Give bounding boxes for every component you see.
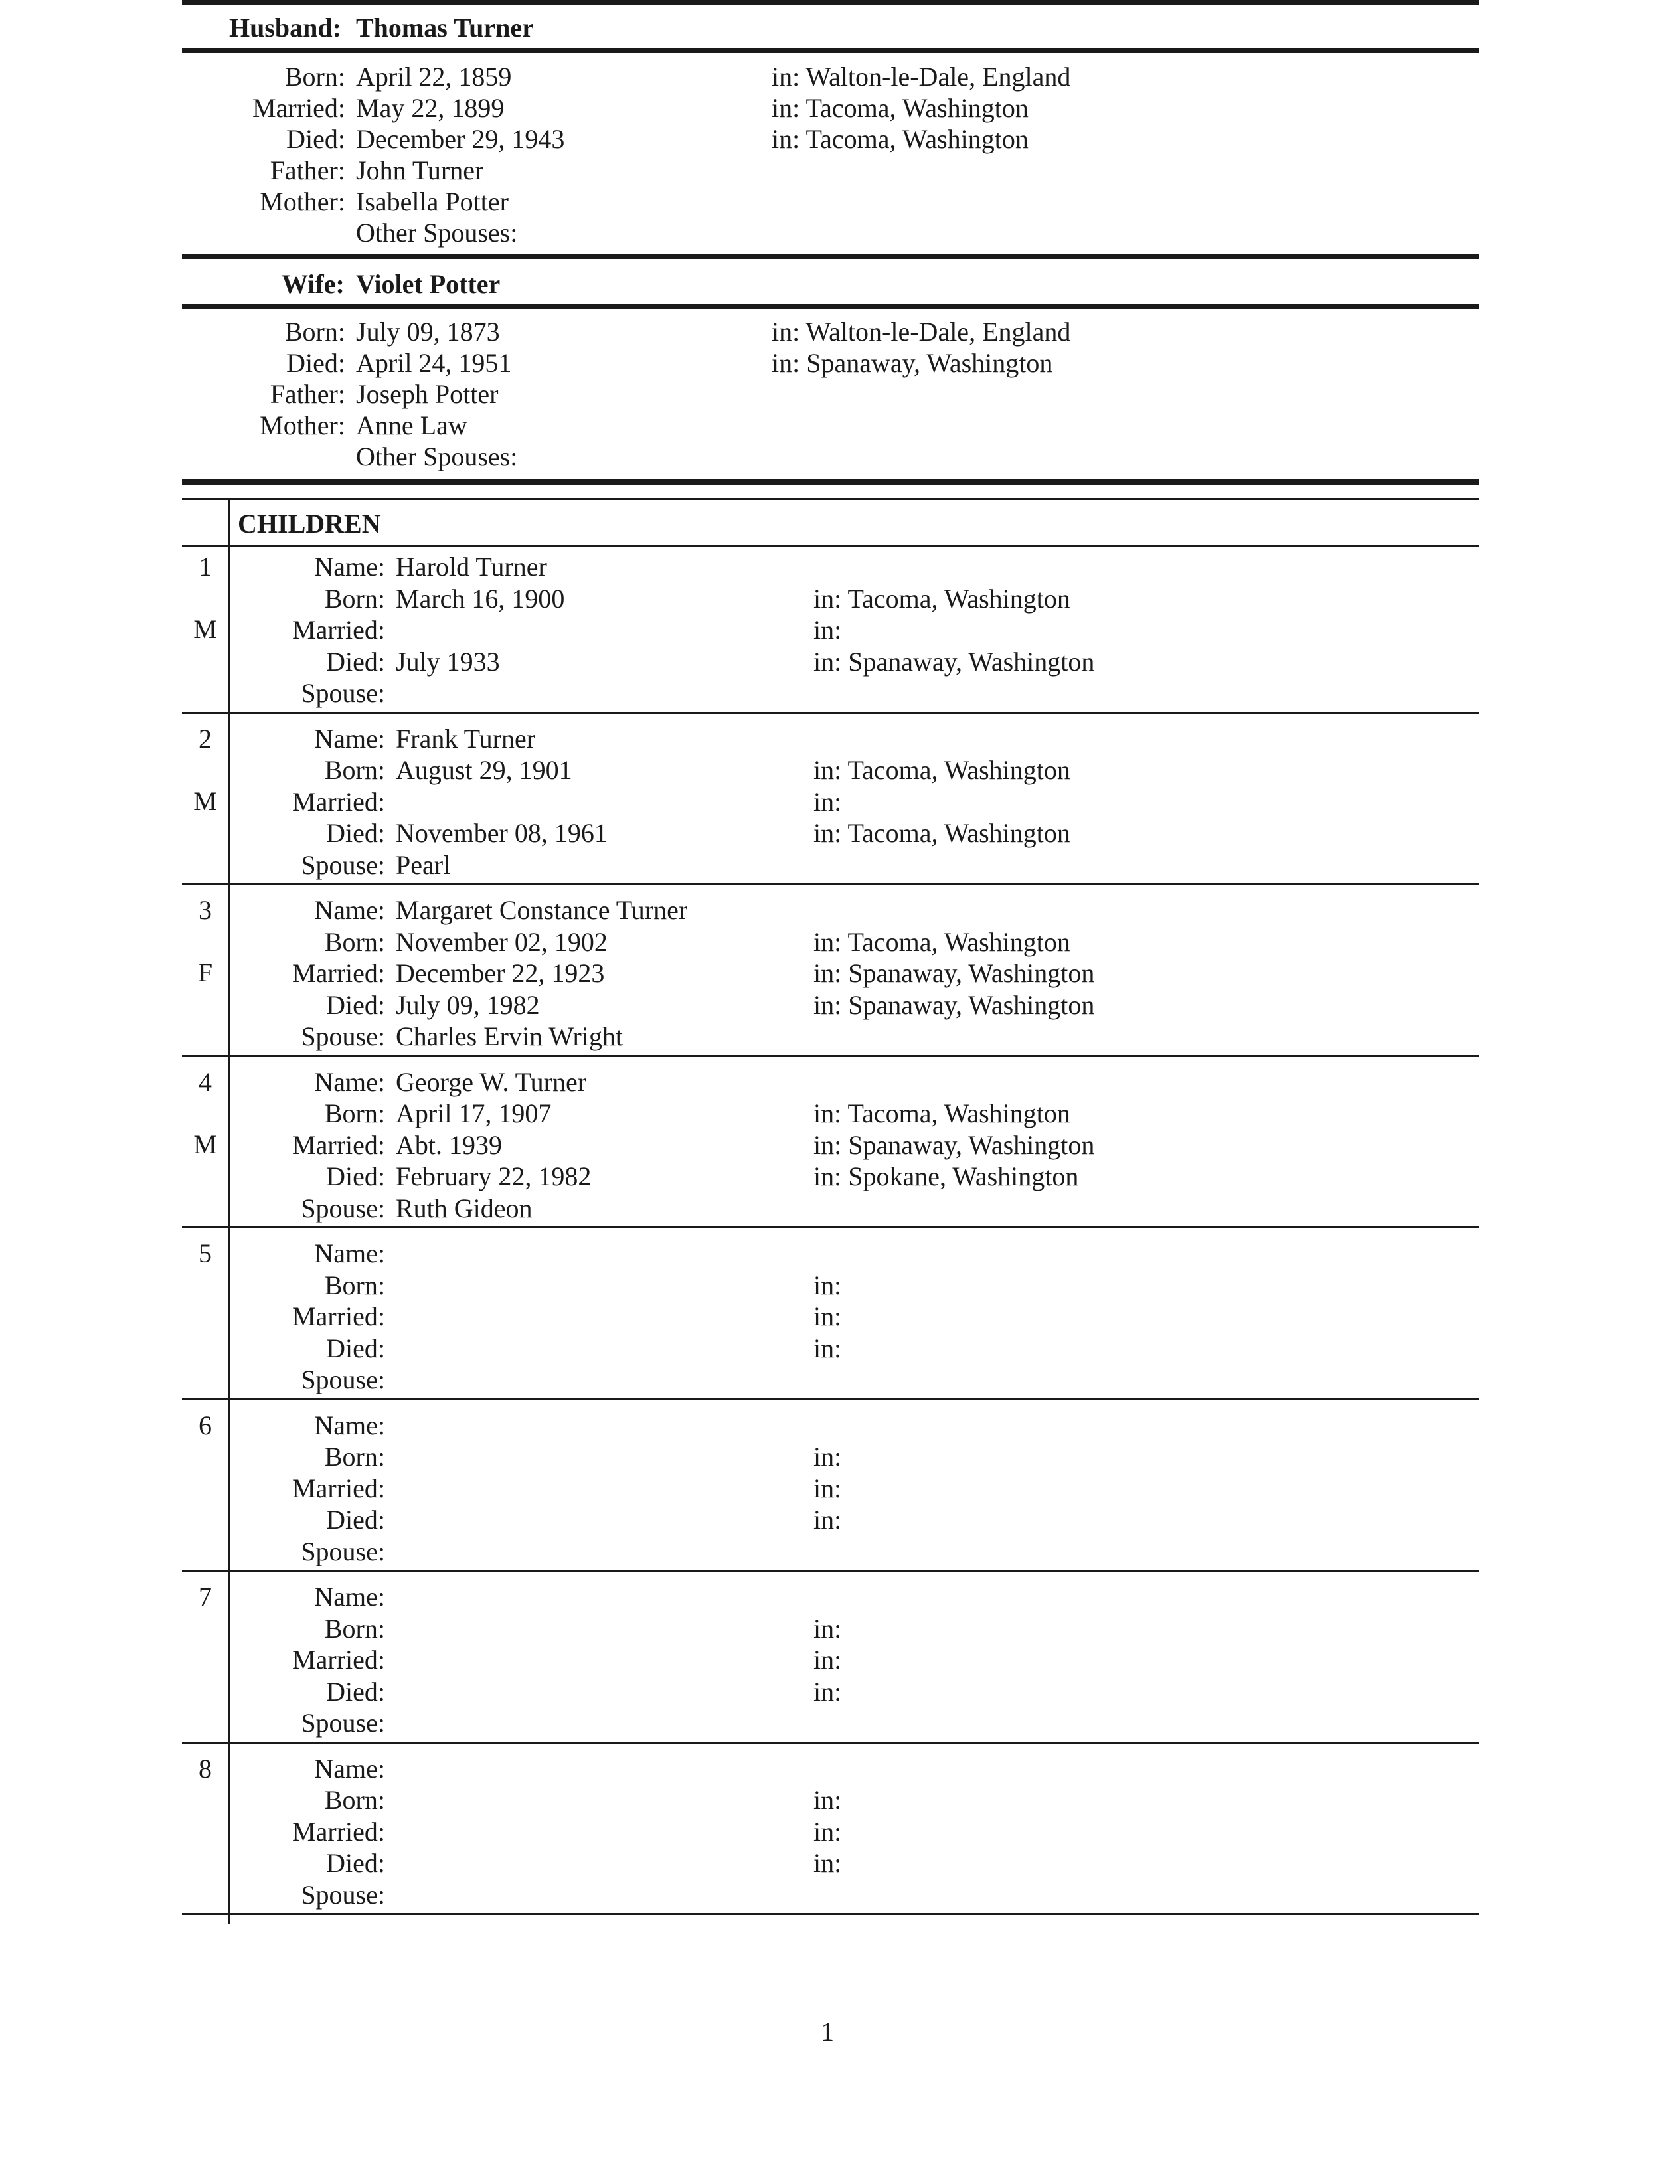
field-label: Born: <box>324 755 385 785</box>
field-label: Married: <box>292 958 385 988</box>
field-label: Married: <box>292 786 385 817</box>
child-detail-row <box>0 1784 1680 1816</box>
field-label: Spouse: <box>301 849 385 880</box>
place-field <box>772 316 1070 348</box>
child-separator-rule <box>182 1913 1479 1915</box>
wife-label: Wife: <box>282 269 345 299</box>
in-label: in: <box>813 1442 842 1471</box>
field-value: Ruth Gideon <box>396 1193 533 1223</box>
in-label: in: <box>813 583 842 614</box>
field-label: Name: <box>314 1410 385 1440</box>
field-label: Name: <box>314 552 385 582</box>
child-detail-row <box>0 1364 1680 1396</box>
field-label: Spouse: <box>301 1021 385 1051</box>
field-label: Born: <box>324 926 385 957</box>
place-field <box>813 1784 841 1816</box>
field-label: Died: <box>326 989 385 1020</box>
place-value: Tacoma, Washington <box>847 926 1070 957</box>
husband-detail-row <box>0 124 1680 155</box>
place-field <box>813 583 1070 615</box>
field-value: February 22, 1982 <box>396 1161 592 1191</box>
wife-detail-row <box>0 410 1680 442</box>
child-sex: M <box>193 1129 217 1159</box>
husband-label: Husband: <box>229 13 341 42</box>
field-value: May 22, 1899 <box>356 93 505 123</box>
child-number: 7 <box>199 1582 212 1612</box>
place-field <box>813 1301 841 1333</box>
child-detail-row <box>0 926 1680 958</box>
child-separator-rule <box>182 883 1479 885</box>
field-label: Born: <box>284 317 345 347</box>
husband-detail-row <box>0 217 1680 249</box>
child-number: 8 <box>199 1753 212 1784</box>
child-sex: M <box>193 614 217 644</box>
place-value: Walton-le-Dale, England <box>805 62 1071 92</box>
place-field <box>813 1613 841 1645</box>
place-value: Tacoma, Washington <box>805 93 1029 123</box>
in-label: in: <box>772 62 800 92</box>
child-detail-row <box>0 1301 1680 1333</box>
husband-header-rule <box>182 48 1479 53</box>
in-label: in: <box>813 1613 842 1643</box>
husband-detail-row <box>0 186 1680 218</box>
place-field <box>813 1504 841 1536</box>
field-value: August 29, 1901 <box>396 755 572 785</box>
place-field <box>813 1473 841 1505</box>
child-detail-row <box>0 754 1680 786</box>
in-label: in: <box>813 1848 842 1878</box>
place-field <box>772 124 1029 155</box>
field-value: April 17, 1907 <box>396 1098 552 1128</box>
field-value: Other Spouses: <box>356 442 518 471</box>
place-field <box>813 1161 1078 1193</box>
field-label: Name: <box>314 1238 385 1268</box>
field-value: December 22, 1923 <box>396 958 605 988</box>
field-label: Married: <box>292 1130 385 1160</box>
page-number: 1 <box>821 2017 834 2047</box>
child-detail-row <box>0 614 1680 646</box>
in-label: in: <box>813 958 842 988</box>
place-field <box>813 1816 841 1848</box>
child-separator-rule <box>182 712 1479 714</box>
field-value: Pearl <box>396 849 451 880</box>
field-label: Name: <box>314 1753 385 1784</box>
child-detail-row <box>0 1536 1680 1568</box>
wife-detail-row <box>0 441 1680 473</box>
child-detail-row <box>0 1613 1680 1645</box>
child-detail-row <box>0 786 1680 818</box>
child-detail-row <box>0 646 1680 678</box>
place-value: Tacoma, Washington <box>805 124 1029 154</box>
field-label: Died: <box>326 1161 385 1191</box>
field-label: Spouse: <box>301 1365 385 1394</box>
in-label: in: <box>813 1473 842 1503</box>
in-label: in: <box>813 1161 842 1191</box>
place-field <box>813 926 1070 958</box>
field-value: July 09, 1982 <box>396 989 540 1020</box>
in-label: in: <box>772 124 800 154</box>
child-detail-row <box>0 817 1680 849</box>
in-label: in: <box>813 755 842 785</box>
field-label: Born: <box>324 1442 385 1471</box>
field-label: Married: <box>292 1473 385 1503</box>
place-field <box>813 1270 841 1302</box>
field-label: Died: <box>326 646 385 677</box>
child-number: 3 <box>199 895 212 925</box>
field-value: November 08, 1961 <box>396 818 608 848</box>
child-detail-row <box>0 1504 1680 1536</box>
husband-detail-row <box>0 61 1680 93</box>
child-detail-row <box>0 1753 1680 1785</box>
in-label: in: <box>813 926 842 957</box>
child-number: 4 <box>199 1066 212 1097</box>
in-label: in: <box>813 1098 842 1128</box>
field-value: Margaret Constance Turner <box>396 895 688 925</box>
wife-detail-row <box>0 378 1680 410</box>
child-detail-row <box>0 1816 1680 1848</box>
field-label: Father: <box>270 379 345 409</box>
field-label: Spouse: <box>301 1536 385 1566</box>
child-separator-rule <box>182 1570 1479 1572</box>
child-number: 5 <box>199 1238 212 1268</box>
field-value: Harold Turner <box>396 552 547 582</box>
field-label: Mother: <box>260 187 345 216</box>
place-value: Spanaway, Washington <box>848 958 1095 988</box>
child-detail-row <box>0 1581 1680 1613</box>
in-label: in: <box>813 1302 842 1331</box>
place-field <box>813 1847 841 1879</box>
field-value: Anne Law <box>356 410 467 440</box>
field-value: Isabella Potter <box>356 187 509 216</box>
field-value: November 02, 1902 <box>396 926 608 957</box>
child-detail-row <box>0 1238 1680 1270</box>
child-detail-row <box>0 1676 1680 1708</box>
child-detail-row <box>0 1161 1680 1193</box>
field-label: Married: <box>292 615 385 645</box>
place-field <box>813 1098 1070 1130</box>
in-label: in: <box>813 1270 842 1300</box>
in-label: in: <box>813 1130 842 1160</box>
place-field <box>813 614 841 646</box>
wife-detail-row <box>0 347 1680 379</box>
place-value: Walton-le-Dale, England <box>805 317 1071 347</box>
child-separator-rule <box>182 1742 1479 1744</box>
child-detail-row <box>0 849 1680 881</box>
field-label: Married: <box>252 93 345 123</box>
field-value: Abt. 1939 <box>396 1130 502 1160</box>
child-detail-row <box>0 1847 1680 1879</box>
child-detail-row <box>0 1644 1680 1676</box>
in-label: in: <box>813 1785 842 1815</box>
place-value: Tacoma, Washington <box>847 583 1070 614</box>
wife-header-rule <box>182 304 1479 309</box>
field-label: Born: <box>324 1098 385 1128</box>
field-value: George W. Turner <box>396 1066 587 1097</box>
field-label: Born: <box>324 1613 385 1643</box>
child-separator-rule <box>182 1226 1479 1228</box>
in-label: in: <box>813 615 842 645</box>
children-heading-rule <box>182 545 1479 547</box>
field-label: Spouse: <box>301 1193 385 1223</box>
child-number: 2 <box>199 723 212 754</box>
field-value: Charles Ervin Wright <box>396 1021 624 1051</box>
place-value: Spokane, Washington <box>848 1161 1079 1191</box>
in-label: in: <box>813 1505 842 1535</box>
place-field <box>813 646 1094 678</box>
place-field <box>813 1441 841 1473</box>
children-top-rule-thick <box>182 479 1479 485</box>
wife-top-rule <box>182 254 1479 259</box>
child-detail-row <box>0 958 1680 989</box>
place-field <box>772 61 1070 93</box>
in-label: in: <box>813 1816 842 1847</box>
in-label: in: <box>813 646 842 677</box>
place-field <box>813 989 1094 1021</box>
field-value: John Turner <box>356 155 484 185</box>
place-field <box>813 1130 1094 1161</box>
child-detail-row <box>0 1066 1680 1098</box>
field-label: Born: <box>284 62 345 92</box>
place-value: Tacoma, Washington <box>847 1098 1070 1128</box>
wife-detail-row <box>0 316 1680 348</box>
place-value: Tacoma, Washington <box>847 755 1070 785</box>
place-value: Spanaway, Washington <box>848 989 1095 1020</box>
field-label: Spouse: <box>301 1708 385 1738</box>
child-number: 6 <box>199 1410 212 1440</box>
husband-name: Thomas Turner <box>356 13 534 42</box>
field-value: April 24, 1951 <box>356 348 512 378</box>
place-field <box>813 786 841 818</box>
place-field <box>813 817 1070 849</box>
in-label: in: <box>813 989 842 1020</box>
child-number: 1 <box>199 552 212 582</box>
place-value: Spanaway, Washington <box>848 1130 1095 1160</box>
in-label: in: <box>813 1676 842 1707</box>
child-detail-row <box>0 1473 1680 1505</box>
place-field <box>813 958 1094 989</box>
field-label: Died: <box>286 124 345 154</box>
field-label: Died: <box>326 818 385 848</box>
in-label: in: <box>772 317 800 347</box>
child-detail-row <box>0 1193 1680 1224</box>
husband-detail-row <box>0 92 1680 124</box>
place-field <box>813 1644 841 1676</box>
field-label: Name: <box>314 1066 385 1097</box>
field-value: Frank Turner <box>396 723 536 754</box>
field-label: Name: <box>314 1582 385 1612</box>
field-label: Died: <box>326 1505 385 1535</box>
in-label: in: <box>813 1333 842 1363</box>
field-label: Born: <box>324 1270 385 1300</box>
husband-detail-row <box>0 155 1680 187</box>
child-detail-row <box>0 583 1680 615</box>
place-field <box>813 1676 841 1708</box>
place-field <box>813 754 1070 786</box>
child-detail-row <box>0 989 1680 1021</box>
child-detail-row <box>0 1410 1680 1442</box>
field-label: Married: <box>292 1302 385 1331</box>
place-field <box>772 92 1029 124</box>
in-label: in: <box>772 93 800 123</box>
child-detail-row <box>0 1098 1680 1130</box>
in-label: in: <box>813 786 842 817</box>
child-detail-row <box>0 723 1680 755</box>
field-label: Born: <box>324 583 385 614</box>
wife-name: Violet Potter <box>356 269 501 299</box>
child-detail-row <box>0 1879 1680 1911</box>
field-value: March 16, 1900 <box>396 583 565 614</box>
field-label: Died: <box>326 1848 385 1878</box>
field-label: Married: <box>292 1816 385 1847</box>
in-label: in: <box>772 348 800 378</box>
children-heading: CHILDREN <box>238 509 381 539</box>
child-sex: F <box>197 958 213 987</box>
child-detail-row <box>0 1441 1680 1473</box>
field-label: Born: <box>324 1785 385 1815</box>
field-label: Name: <box>314 895 385 925</box>
place-field <box>772 347 1052 379</box>
in-label: in: <box>813 1645 842 1675</box>
field-label: Father: <box>270 155 345 185</box>
field-value: Joseph Potter <box>356 379 499 409</box>
field-label: Name: <box>314 723 385 754</box>
field-value: December 29, 1943 <box>356 124 565 154</box>
field-label: Spouse: <box>301 1879 385 1910</box>
children-top-rule-thin <box>182 498 1479 500</box>
place-field <box>813 1333 841 1365</box>
child-detail-row <box>0 1333 1680 1365</box>
field-label: Died: <box>326 1676 385 1707</box>
place-value: Spanaway, Washington <box>806 348 1053 378</box>
field-label: Died: <box>286 348 345 378</box>
child-separator-rule <box>182 1398 1479 1400</box>
place-value: Spanaway, Washington <box>848 646 1095 677</box>
child-detail-row <box>0 1021 1680 1052</box>
field-value: July 09, 1873 <box>356 317 500 347</box>
child-separator-rule <box>182 1055 1479 1057</box>
field-value: July 1933 <box>396 646 500 677</box>
child-detail-row <box>0 894 1680 926</box>
child-detail-row <box>0 1270 1680 1302</box>
child-detail-row <box>0 677 1680 709</box>
place-value: Tacoma, Washington <box>847 818 1070 848</box>
child-sex: M <box>193 786 217 816</box>
top-rule <box>182 0 1479 5</box>
child-detail-row <box>0 551 1680 583</box>
child-detail-row <box>0 1707 1680 1739</box>
child-detail-row <box>0 1130 1680 1161</box>
field-value: April 22, 1859 <box>356 62 512 92</box>
in-label: in: <box>813 818 842 848</box>
field-label: Married: <box>292 1645 385 1675</box>
field-label: Died: <box>326 1333 385 1363</box>
field-label: Mother: <box>260 410 345 440</box>
field-value: Other Spouses: <box>356 218 518 248</box>
field-label: Spouse: <box>301 678 385 708</box>
